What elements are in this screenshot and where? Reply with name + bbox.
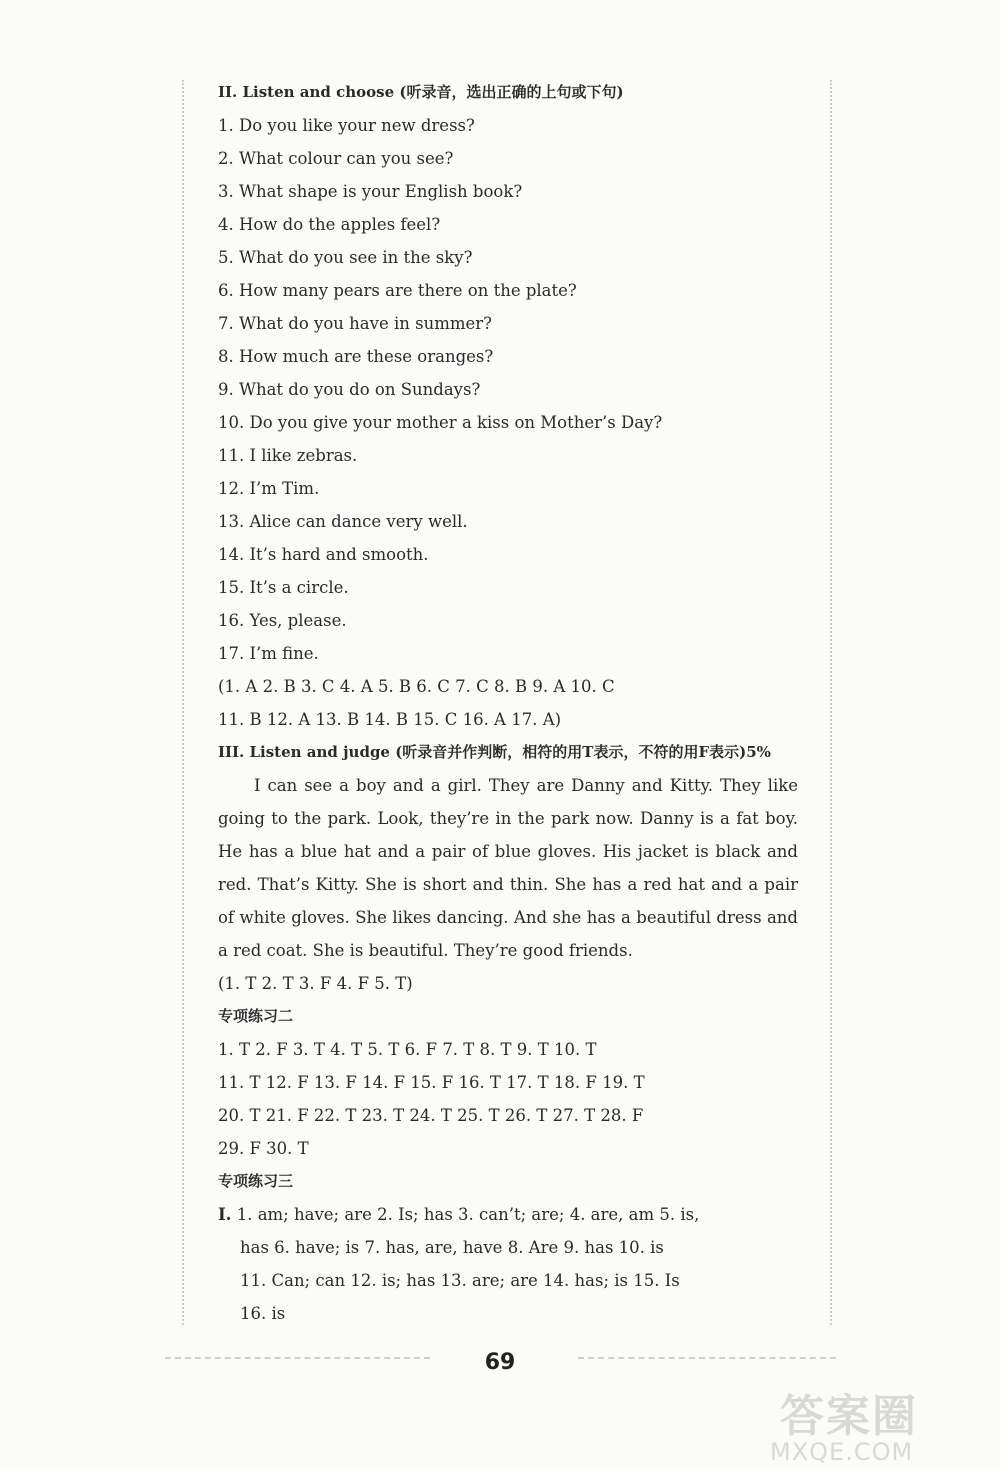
section-2-heading: II. Listen and choose (听录音，选出正确的上句或下句) — [218, 83, 624, 101]
question-item: 10. Do you give your mother a kiss on Mother’s Day? — [218, 413, 663, 432]
practice-2-title: 专项练习二 — [218, 1007, 294, 1025]
practice-3-line-text: 1. am; have; are 2. Is; has 3. can’t; are; 4. are, am 5. is, — [231, 1205, 700, 1224]
section-3-passage — [218, 769, 798, 967]
question-item: 6. How many pears are there on the plate? — [218, 281, 577, 300]
question-item: 2. What colour can you see? — [218, 149, 454, 168]
question-item: 1. Do you like your new dress? — [218, 116, 475, 135]
question-item: 14. It’s hard and smooth. — [218, 545, 429, 564]
practice-2-answers-line: 11. T 12. F 13. F 14. F 15. F 16. T 17. T 18. F 19. T — [218, 1073, 645, 1092]
answer-page-content — [218, 76, 798, 1330]
practice-3-answers-line: 11. Can; can 12. is; has 13. are; are 14. has; is 15. Is — [240, 1271, 680, 1290]
practice-3-answers-line — [218, 1198, 798, 1231]
question-item: 15. It’s a circle. — [218, 578, 349, 597]
left-margin-dotted-line — [182, 80, 184, 1325]
practice-2-answers-line: 1. T 2. F 3. T 4. T 5. T 6. F 7. T 8. T 9. T 10. T — [218, 1040, 597, 1059]
practice-2-answers-line: 29. F 30. T — [218, 1139, 309, 1158]
question-item: 17. I’m fine. — [218, 644, 319, 663]
practice-3-part-label: I. — [218, 1205, 232, 1224]
section-3-heading: III. Listen and judge (听录音并作判断，相符的用T表示，不符的用F表示)5% — [218, 743, 771, 761]
watermark-logo — [770, 1380, 970, 1470]
practice-3-answers-line: has 6. have; is 7. has, are, have 8. Are 9. has 10. is — [240, 1238, 664, 1257]
section-2-answers-line-1: (1. A 2. B 3. C 4. A 5. B 6. C 7. C 8. B 9. A 10. C — [218, 677, 615, 696]
practice-3-answers-line: 16. is — [240, 1304, 286, 1323]
question-item: 5. What do you see in the sky? — [218, 248, 473, 267]
question-item: 3. What shape is your English book? — [218, 182, 523, 201]
section-2-answers-line-2: 11. B 12. A 13. B 14. B 15. C 16. A 17. A) — [218, 710, 562, 729]
watermark-top-text: 答案圈 — [780, 1391, 918, 1442]
question-item: 7. What do you have in summer? — [218, 314, 492, 333]
passage-text: I can see a boy and a girl. They are Danny and Kitty. They like going to the park. Look, they’re in the park now. Danny is a fat boy. He has a blue hat and a pair of blue gloves. His jacket is black and red. That’s Kitty. She is short and thin. She has a red hat and a pair of white gloves. She likes dancing. And she has a beautiful dress and a red coat. She is beautiful. They’re good friends. — [218, 776, 798, 960]
question-item: 4. How do the apples feel? — [218, 215, 441, 234]
question-item: 8. How much are these oranges? — [218, 347, 494, 366]
section-3-answers: (1. T 2. T 3. F 4. F 5. T) — [218, 974, 413, 993]
practice-2-answers-line: 20. T 21. F 22. T 23. T 24. T 25. T 26. T 27. T 28. F — [218, 1106, 644, 1125]
page-number: 69 — [484, 1350, 516, 1375]
right-margin-dotted-line — [830, 80, 832, 1325]
question-item: 9. What do you do on Sundays? — [218, 380, 481, 399]
practice-3-title: 专项练习三 — [218, 1172, 294, 1190]
question-item: 12. I’m Tim. — [218, 479, 320, 498]
question-item: 13. Alice can dance very well. — [218, 512, 468, 531]
watermark-bottom-text: MXQE.COM — [770, 1438, 914, 1466]
question-item: 11. I like zebras. — [218, 446, 358, 465]
question-item: 16. Yes, please. — [218, 611, 347, 630]
section-2-items — [218, 109, 798, 670]
